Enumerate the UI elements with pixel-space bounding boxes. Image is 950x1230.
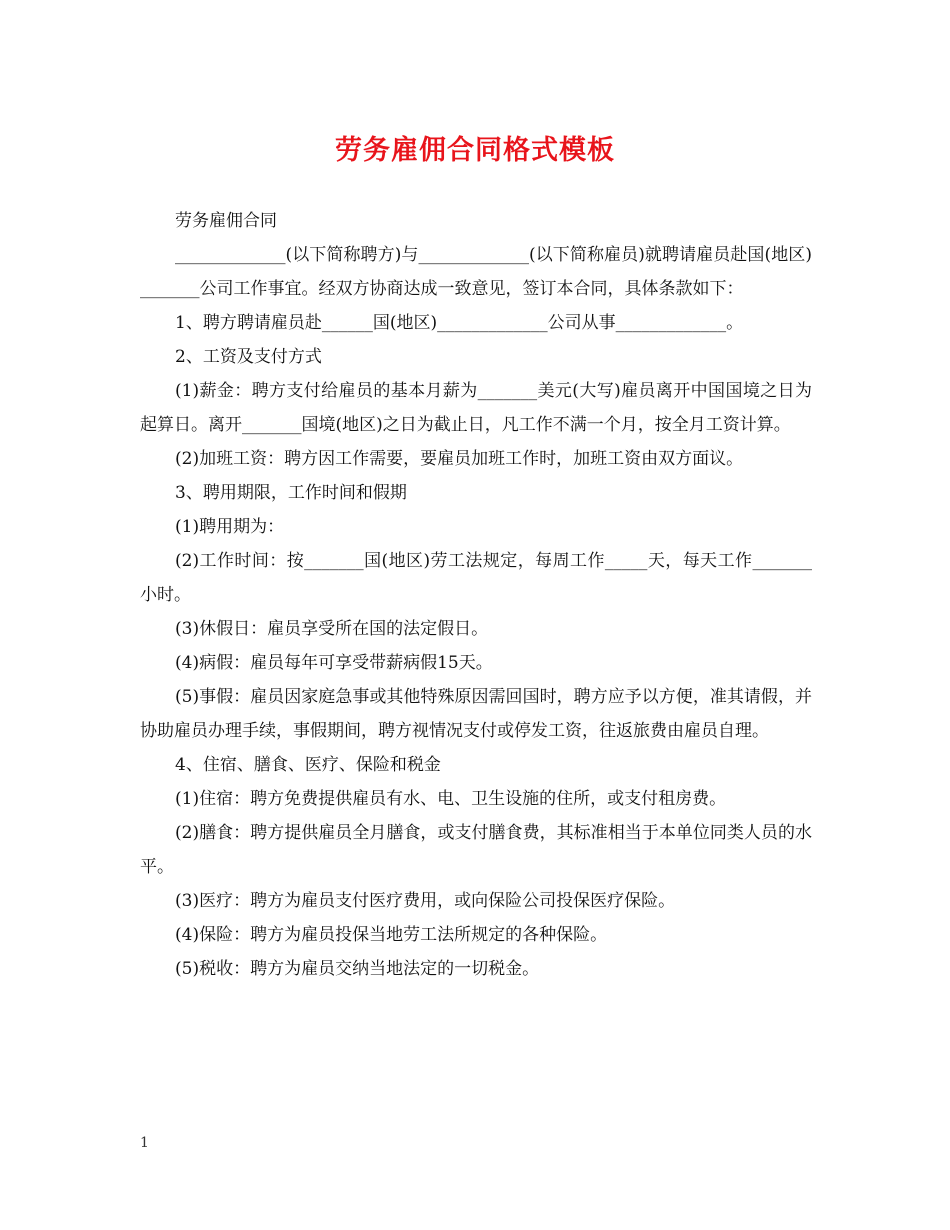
clause-3-item-5: (5)事假：雇员因家庭急事或其他特殊原因需回国时，聘方应予以方便，准其请假，并协助雇员办理手续，事假期间，聘方视情况支付或停发工资，往返旅费由雇员自理。 [140, 687, 812, 741]
clause-1: 1、聘方聘请雇员赴______国(地区)_____________公司从事_____________。 [175, 313, 744, 333]
clause-4-item-3: (3)医疗：聘方为雇员支付医疗费用，或向保险公司投保医疗保险。 [175, 891, 676, 911]
clause-3-item-3: (3)休假日：雇员享受所在国的法定假日。 [175, 619, 489, 639]
document-title: 劳务雇佣合同格式模板 [335, 135, 615, 166]
clause-4-item-1: (1)住宿：聘方免费提供雇员有水、电、卫生设施的住所，或支付租房费。 [175, 789, 727, 809]
clause-2-item-1: (1)薪金：聘方支付给雇员的基本月薪为_______美元(大写)雇员离开中国国境之日为起算日。离开_______国境(地区)之日为截止日，凡工作不满一个月，按全月工资计算。 [140, 381, 812, 435]
document-body [140, 204, 812, 986]
paragraph-heading: 劳务雇佣合同 [175, 211, 277, 231]
clause-4-item-5: (5)税收：聘方为雇员交纳当地法定的一切税金。 [175, 959, 540, 979]
clause-4-item-2: (2)膳食：聘方提供雇员全月膳食，或支付膳食费，其标准相当于本单位同类人员的水平。 [140, 823, 812, 877]
clause-2-item-2: (2)加班工资：聘方因工作需要，要雇员加班工作时，加班工资由双方面议。 [175, 449, 744, 469]
clause-4-item-4: (4)保险：聘方为雇员投保当地劳工法所规定的各种保险。 [175, 925, 608, 945]
clause-3-item-1: (1)聘用期为： [175, 517, 285, 537]
page-number: 1 [140, 1135, 149, 1151]
clause-3-heading: 3、聘用期限，工作时间和假期 [175, 483, 407, 503]
clause-2-heading: 2、工资及支付方式 [175, 347, 322, 367]
paragraph-parties: _____________(以下简称聘方)与_____________(以下简称雇员)就聘请雇员赴国(地区)_______公司工作事宜。经双方协商达成一致意见，签订本合同，具体条款如下： [140, 245, 812, 299]
clause-3-item-2: (2)工作时间：按_______国(地区)劳工法规定，每周工作_____天，每天工作_______小时。 [140, 551, 812, 605]
clause-3-item-4: (4)病假：雇员每年可享受带薪病假15天。 [175, 653, 493, 673]
clause-4-heading: 4、住宿、膳食、医疗、保险和税金 [175, 755, 441, 775]
